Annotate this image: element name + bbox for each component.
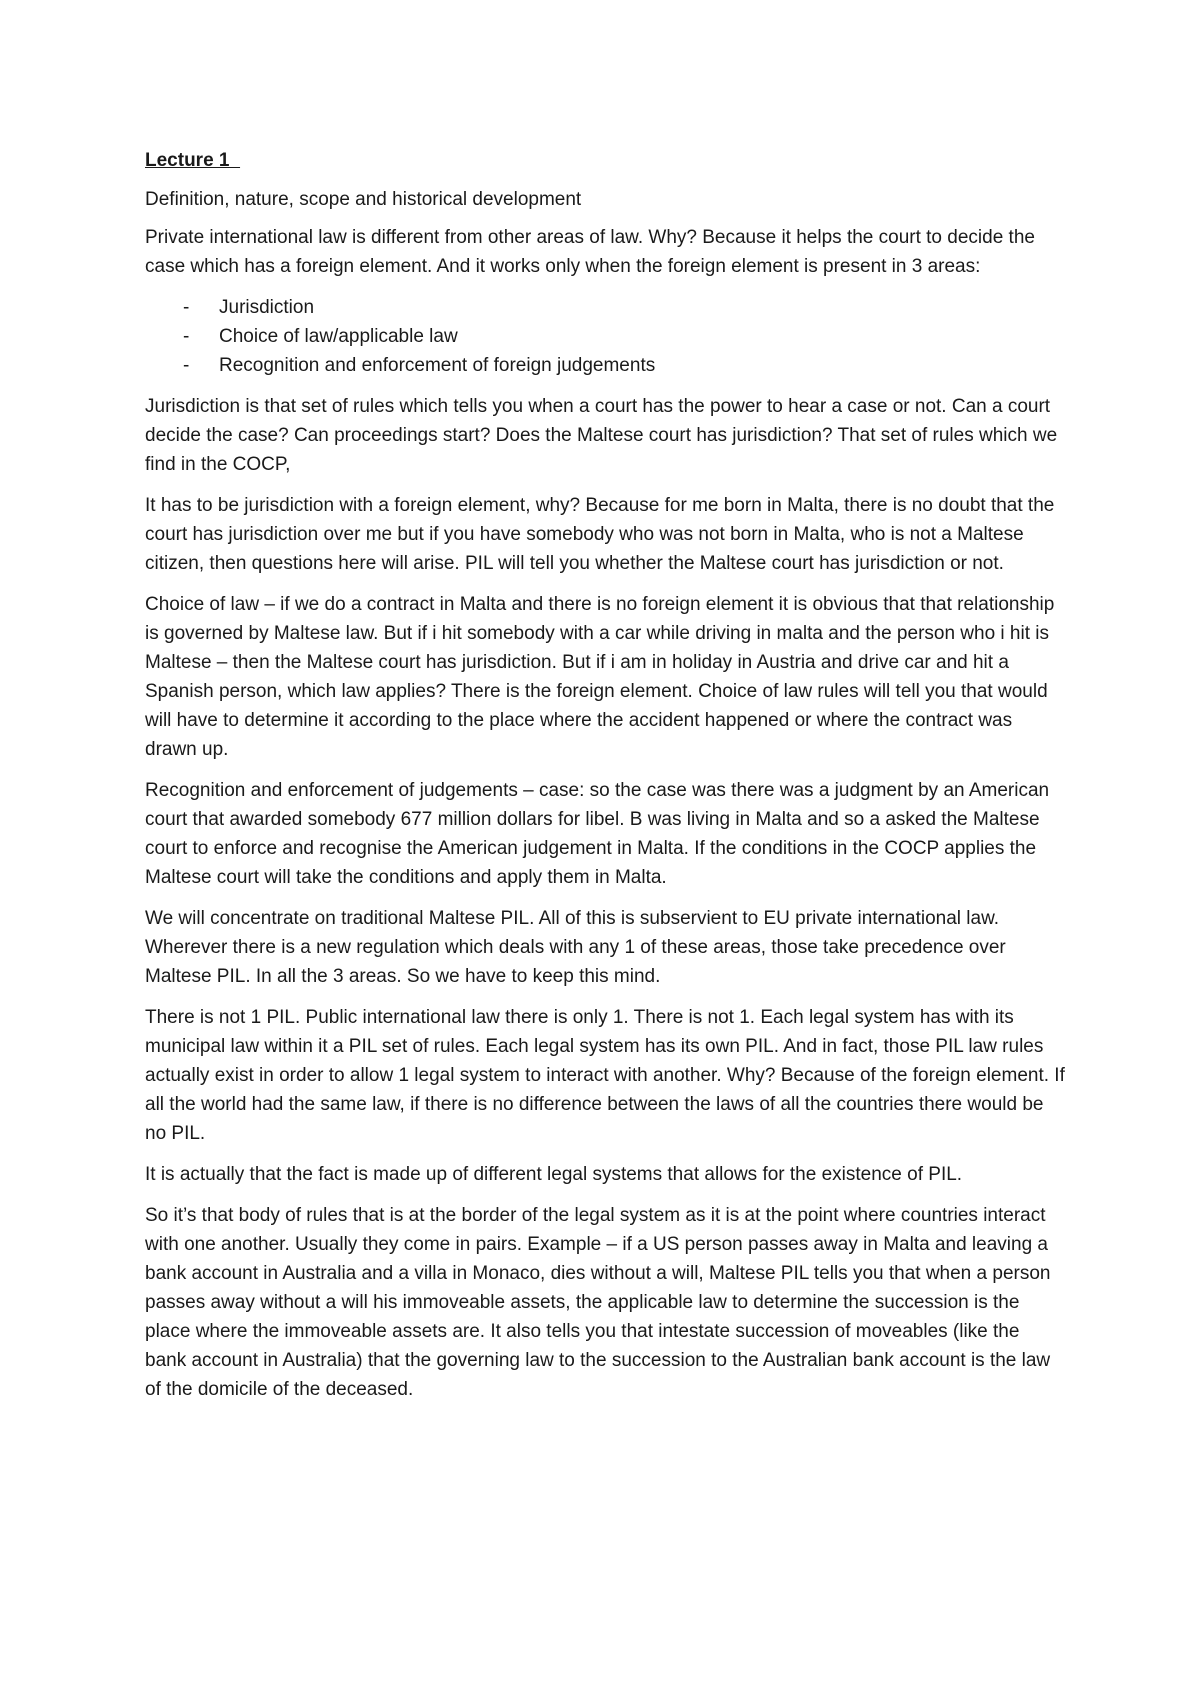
paragraph-jurisdiction: Jurisdiction is that set of rules which tells you when a court has the power to hear a case or not. Can a court decide the case? Can proceedings start? Does the Maltese court has jurisdiction? That set of rules which we find in the COCP,: [145, 396, 1058, 475]
paragraph-choice-of-law: Choice of law – if we do a contract in Malta and there is no foreign element it is obvious that that relationship is governed by Maltese law. But if i hit somebody with a car while driving in malta and the person who i hit is Maltese – then the Maltese court has jurisdiction. But if i am in holiday in Austria and drive car and hit a Spanish person, which law applies? There is the foreign element. Choice of law rules will tell you that would will have to determine it according to the place where the accident happened or where the contract was drawn up.: [145, 594, 1055, 760]
list-dash: -: [183, 355, 190, 376]
list-dash: -: [183, 297, 190, 318]
list-item: [145, 322, 1065, 351]
paragraph-foreign-element: It has to be jurisdiction with a foreign element, why? Because for me born in Malta, there is no doubt that the court has jurisdiction over me but if you have somebody who was not born in Malta, who is not a Maltese citizen, then questions here will arise. PIL will tell you whether the Maltese court has jurisdiction or not.: [145, 495, 1055, 574]
list-item: [145, 351, 1065, 380]
paragraph-maltese-pil: We will concentrate on traditional Maltese PIL. All of this is subservient to EU private international law. Wherever there is a new regulation which deals with any 1 of these areas, those take precedence over Maltese PIL. In all the 3 areas. So we have to keep this mind.: [145, 908, 1006, 987]
lecture-subtitle: Definition, nature, scope and historical development: [145, 189, 582, 210]
document-body: [145, 146, 1065, 1416]
paragraph-body-of-rules: So it’s that body of rules that is at the border of the legal system as it is at the point where countries interact with one another. Usually they come in pairs. Example – if a US person passes away in Malta and leaving a bank account in Australia and a villa in Monaco, dies without a will, Maltese PIL tells you that when a person passes away without a will his immoveable assets, the applicable law to determine the succession is the place where the immoveable assets are. It also tells you that intestate succession of moveables (like the bank account in Australia) that the governing law to the succession to the Australian bank account is the law of the domicile of the deceased.: [145, 1205, 1051, 1400]
list-item: [145, 293, 1065, 322]
intro-paragraph: Private international law is different from other areas of law. Why? Because it helps the court to decide the case which has a foreign element. And it works only when the foreign element is present in 3 areas:: [145, 227, 1035, 277]
list-dash: -: [183, 326, 190, 347]
paragraph-recognition: Recognition and enforcement of judgements – case: so the case was there was a judgment by an American court that awarded somebody 677 million dollars for libel. B was living in Malta and so a asked the Maltese court to enforce and recognise the American judgement in Malta. If the conditions in the COCP applies the Maltese court will take the conditions and apply them in Malta.: [145, 780, 1050, 888]
areas-list: [145, 293, 1065, 380]
list-item-text: Choice of law/applicable law: [219, 326, 458, 347]
list-item-text: Jurisdiction: [219, 297, 315, 318]
paragraph-not-one-pil: There is not 1 PIL. Public international law there is only 1. There is not 1. Each legal system has with its municipal law within it a PIL set of rules. Each legal system has its own PIL. And in fact, those PIL law rules actually exist in order to allow 1 legal system to interact with another. Why? Because of the foreign element. If all the world had the same law, if there is no difference between the laws of all the countries there would be no PIL.: [145, 1007, 1065, 1144]
lecture-title: Lecture 1: [145, 150, 241, 171]
paragraph-existence-of-pil: It is actually that the fact is made up of different legal systems that allows for the existence of PIL.: [145, 1164, 963, 1185]
list-item-text: Recognition and enforcement of foreign judgements: [219, 355, 656, 376]
